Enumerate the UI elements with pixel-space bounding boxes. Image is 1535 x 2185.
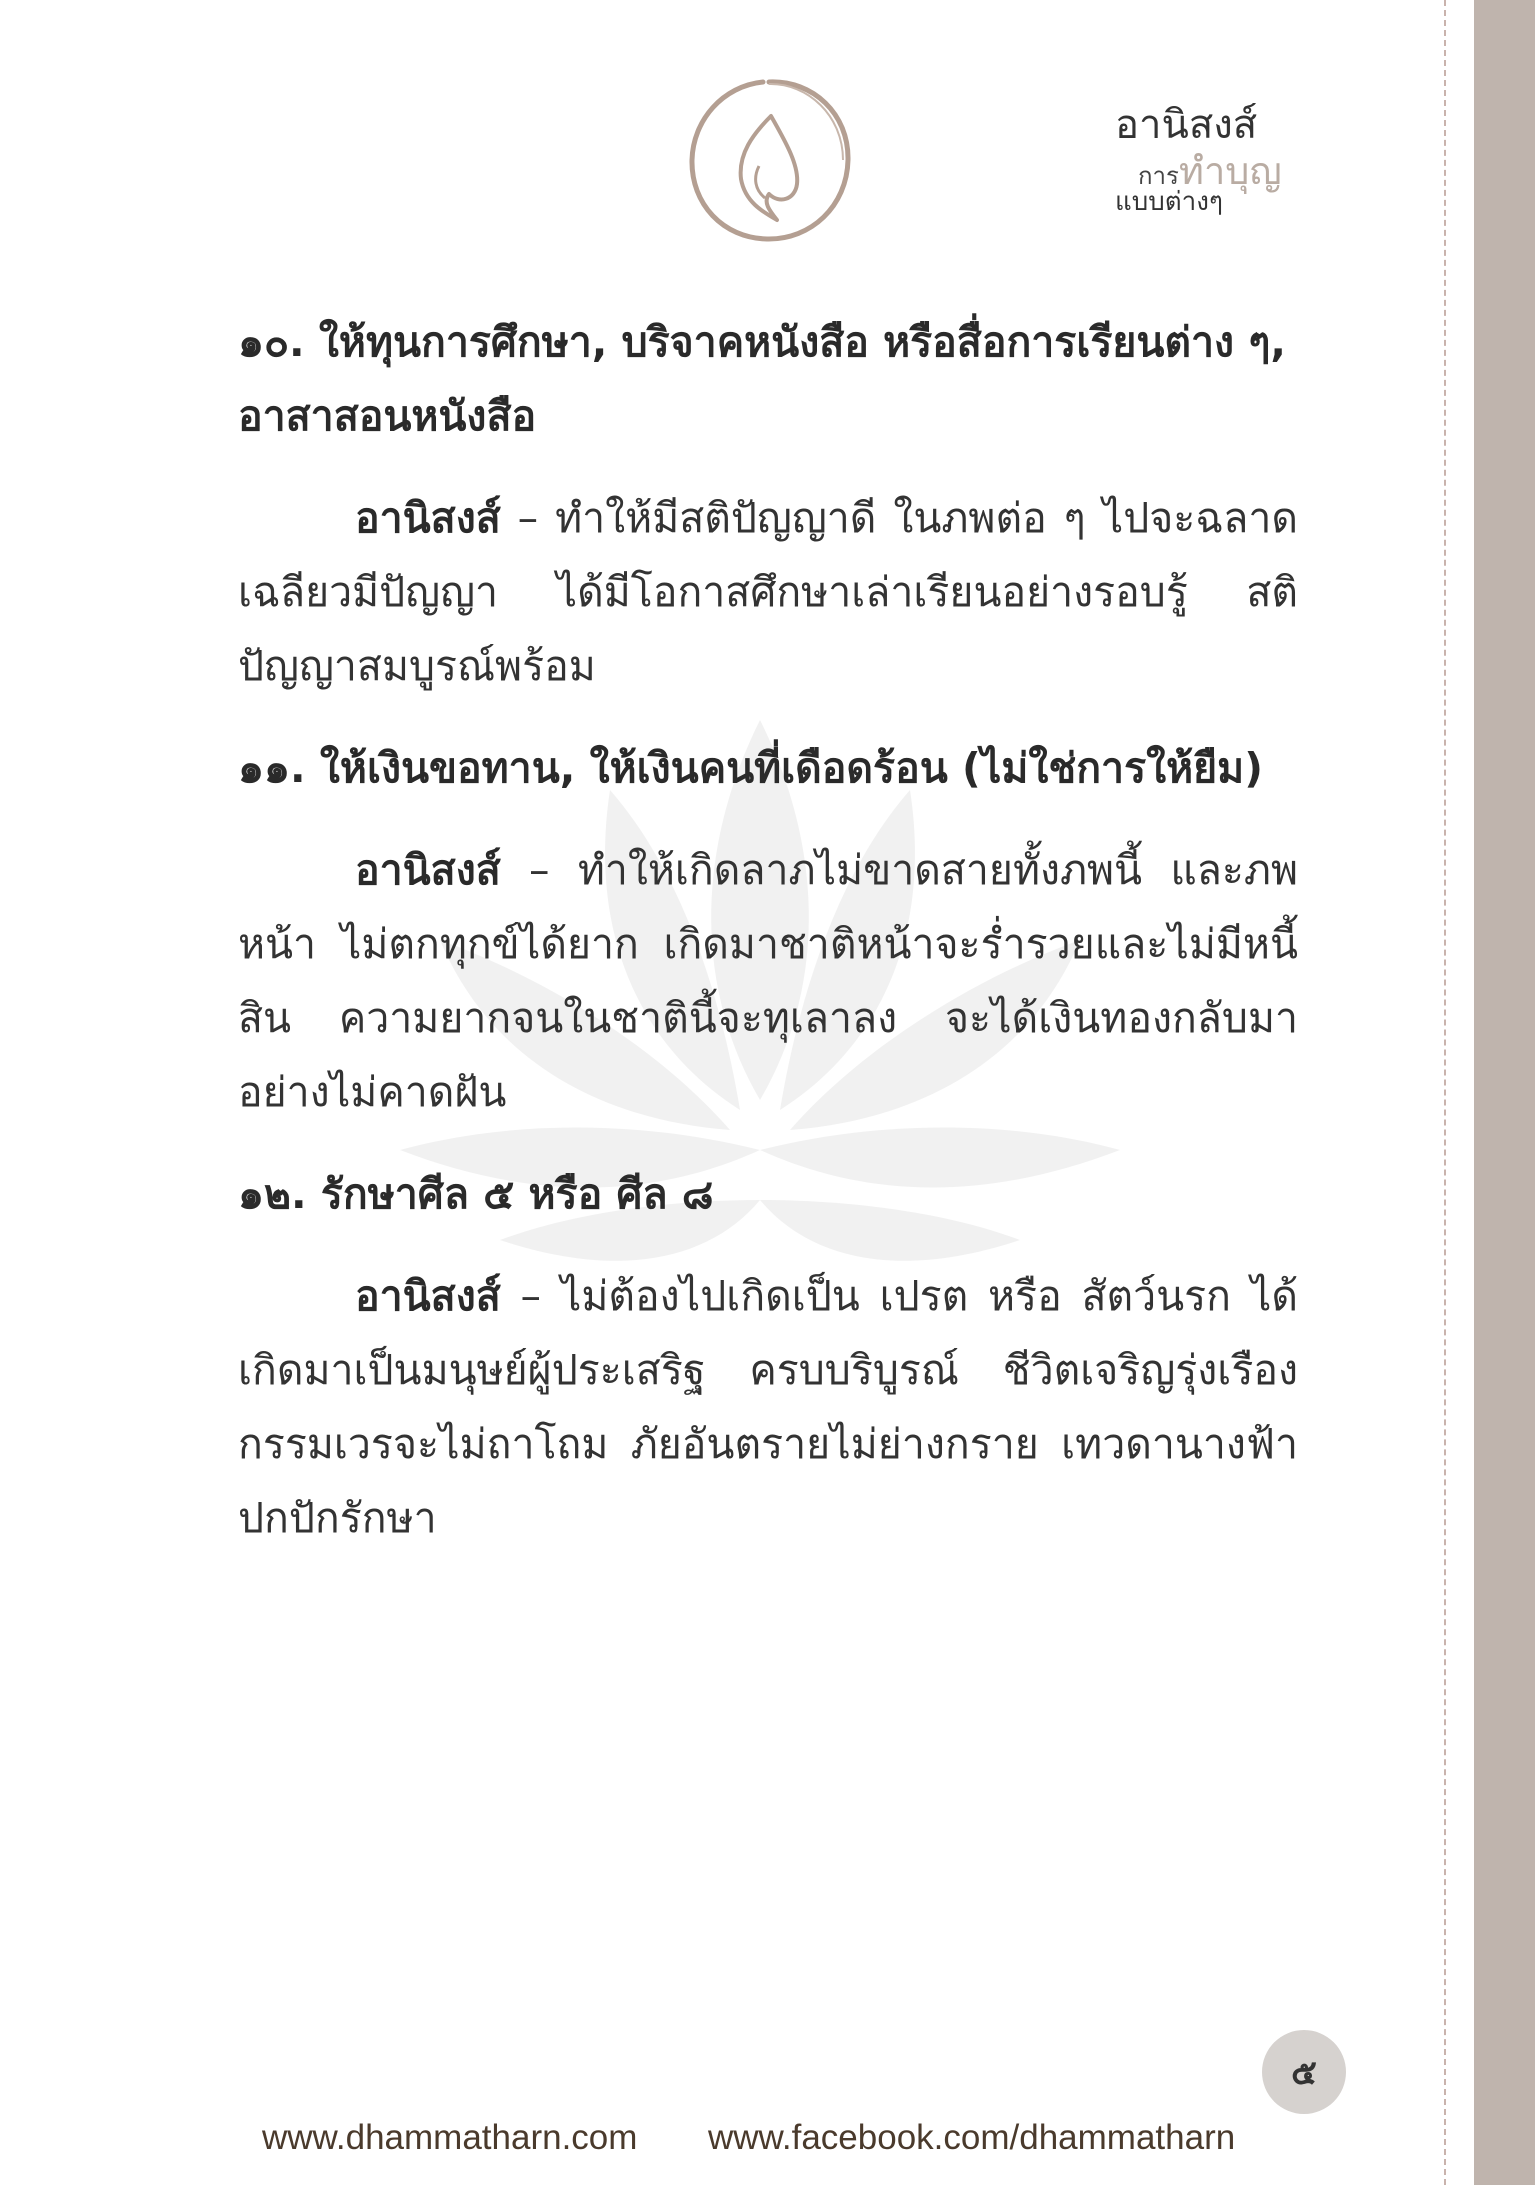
merit-label: อานิสงส์ [355,494,501,542]
merit-label: อานิสงส์ [355,846,501,894]
merit-text: – ทำให้มีสติปัญญาดี ในภพต่อ ๆ ไปจะฉลาดเฉลียวมีปัญญา ได้มีโอกาสศึกษาเล่าเรียนอย่างรอบรู้ สติปัญญาสมบูรณ์พร้อม [238,494,1298,690]
section-heading-12: ๑๒. รักษาศีล ๕ หรือ ศีล ๘ [238,1170,714,1218]
book-title: อานิสงส์ [1115,102,1258,148]
section-body-11 [238,833,1298,1129]
bodhi-leaf-logo-icon [683,74,856,247]
page-number: ๕ [1262,2030,1346,2114]
book-subtitle-accent: ทำบุญ [1178,149,1282,193]
section-body-10 [238,481,1298,703]
book-subtitle-line2: แบบต่างๆ [1115,187,1223,217]
footer-facebook-link[interactable]: www.facebook.com/dhammatharn [708,2118,1236,2157]
merit-label: อานิสงส์ [355,1272,501,1320]
footer-website-link[interactable]: www.dhammatharn.com [262,2118,638,2157]
section-heading-10: ๑๐. ให้ทุนการศึกษา, บริจาคหนังสือ หรือสื่อการเรียนต่าง ๆ, อาสาสอนหนังสือ [238,318,1286,440]
book-subtitle-prefix: การ [1138,162,1179,190]
section-heading-11: ๑๑. ให้เงินขอทาน, ให้เงินคนที่เดือดร้อน (ไม่ใช่การให้ยืม) [238,744,1263,792]
page-content [238,305,1298,1555]
binding-strip [1474,0,1535,2185]
merit-text: – ทำให้เกิดลาภไม่ขาดสายทั้งภพนี้ และภพหน้า ไม่ตกทุกข์ได้ยาก เกิดมาชาติหน้าจะร่ำรวยและไม่มีหนี้สิน ความยากจนในชาตินี้จะทุเลาลง จะได้เงินทองกลับมาอย่างไม่คาดฝัน [238,846,1298,1116]
merit-text: – ไม่ต้องไปเกิดเป็น เปรต หรือ สัตว์นรก ได้เกิดมาเป็นมนุษย์ผู้ประเสริฐ ครบบริบูรณ์ ชีวิตเจริญรุ่งเรือง กรรมเวรจะไม่ถาโถม ภัยอันตรายไม่ย่างกราย เทวดานางฟ้า ปกปักรักษา [238,1272,1298,1542]
section-body-12 [238,1259,1298,1555]
binding-dashed-line [1444,0,1446,2185]
